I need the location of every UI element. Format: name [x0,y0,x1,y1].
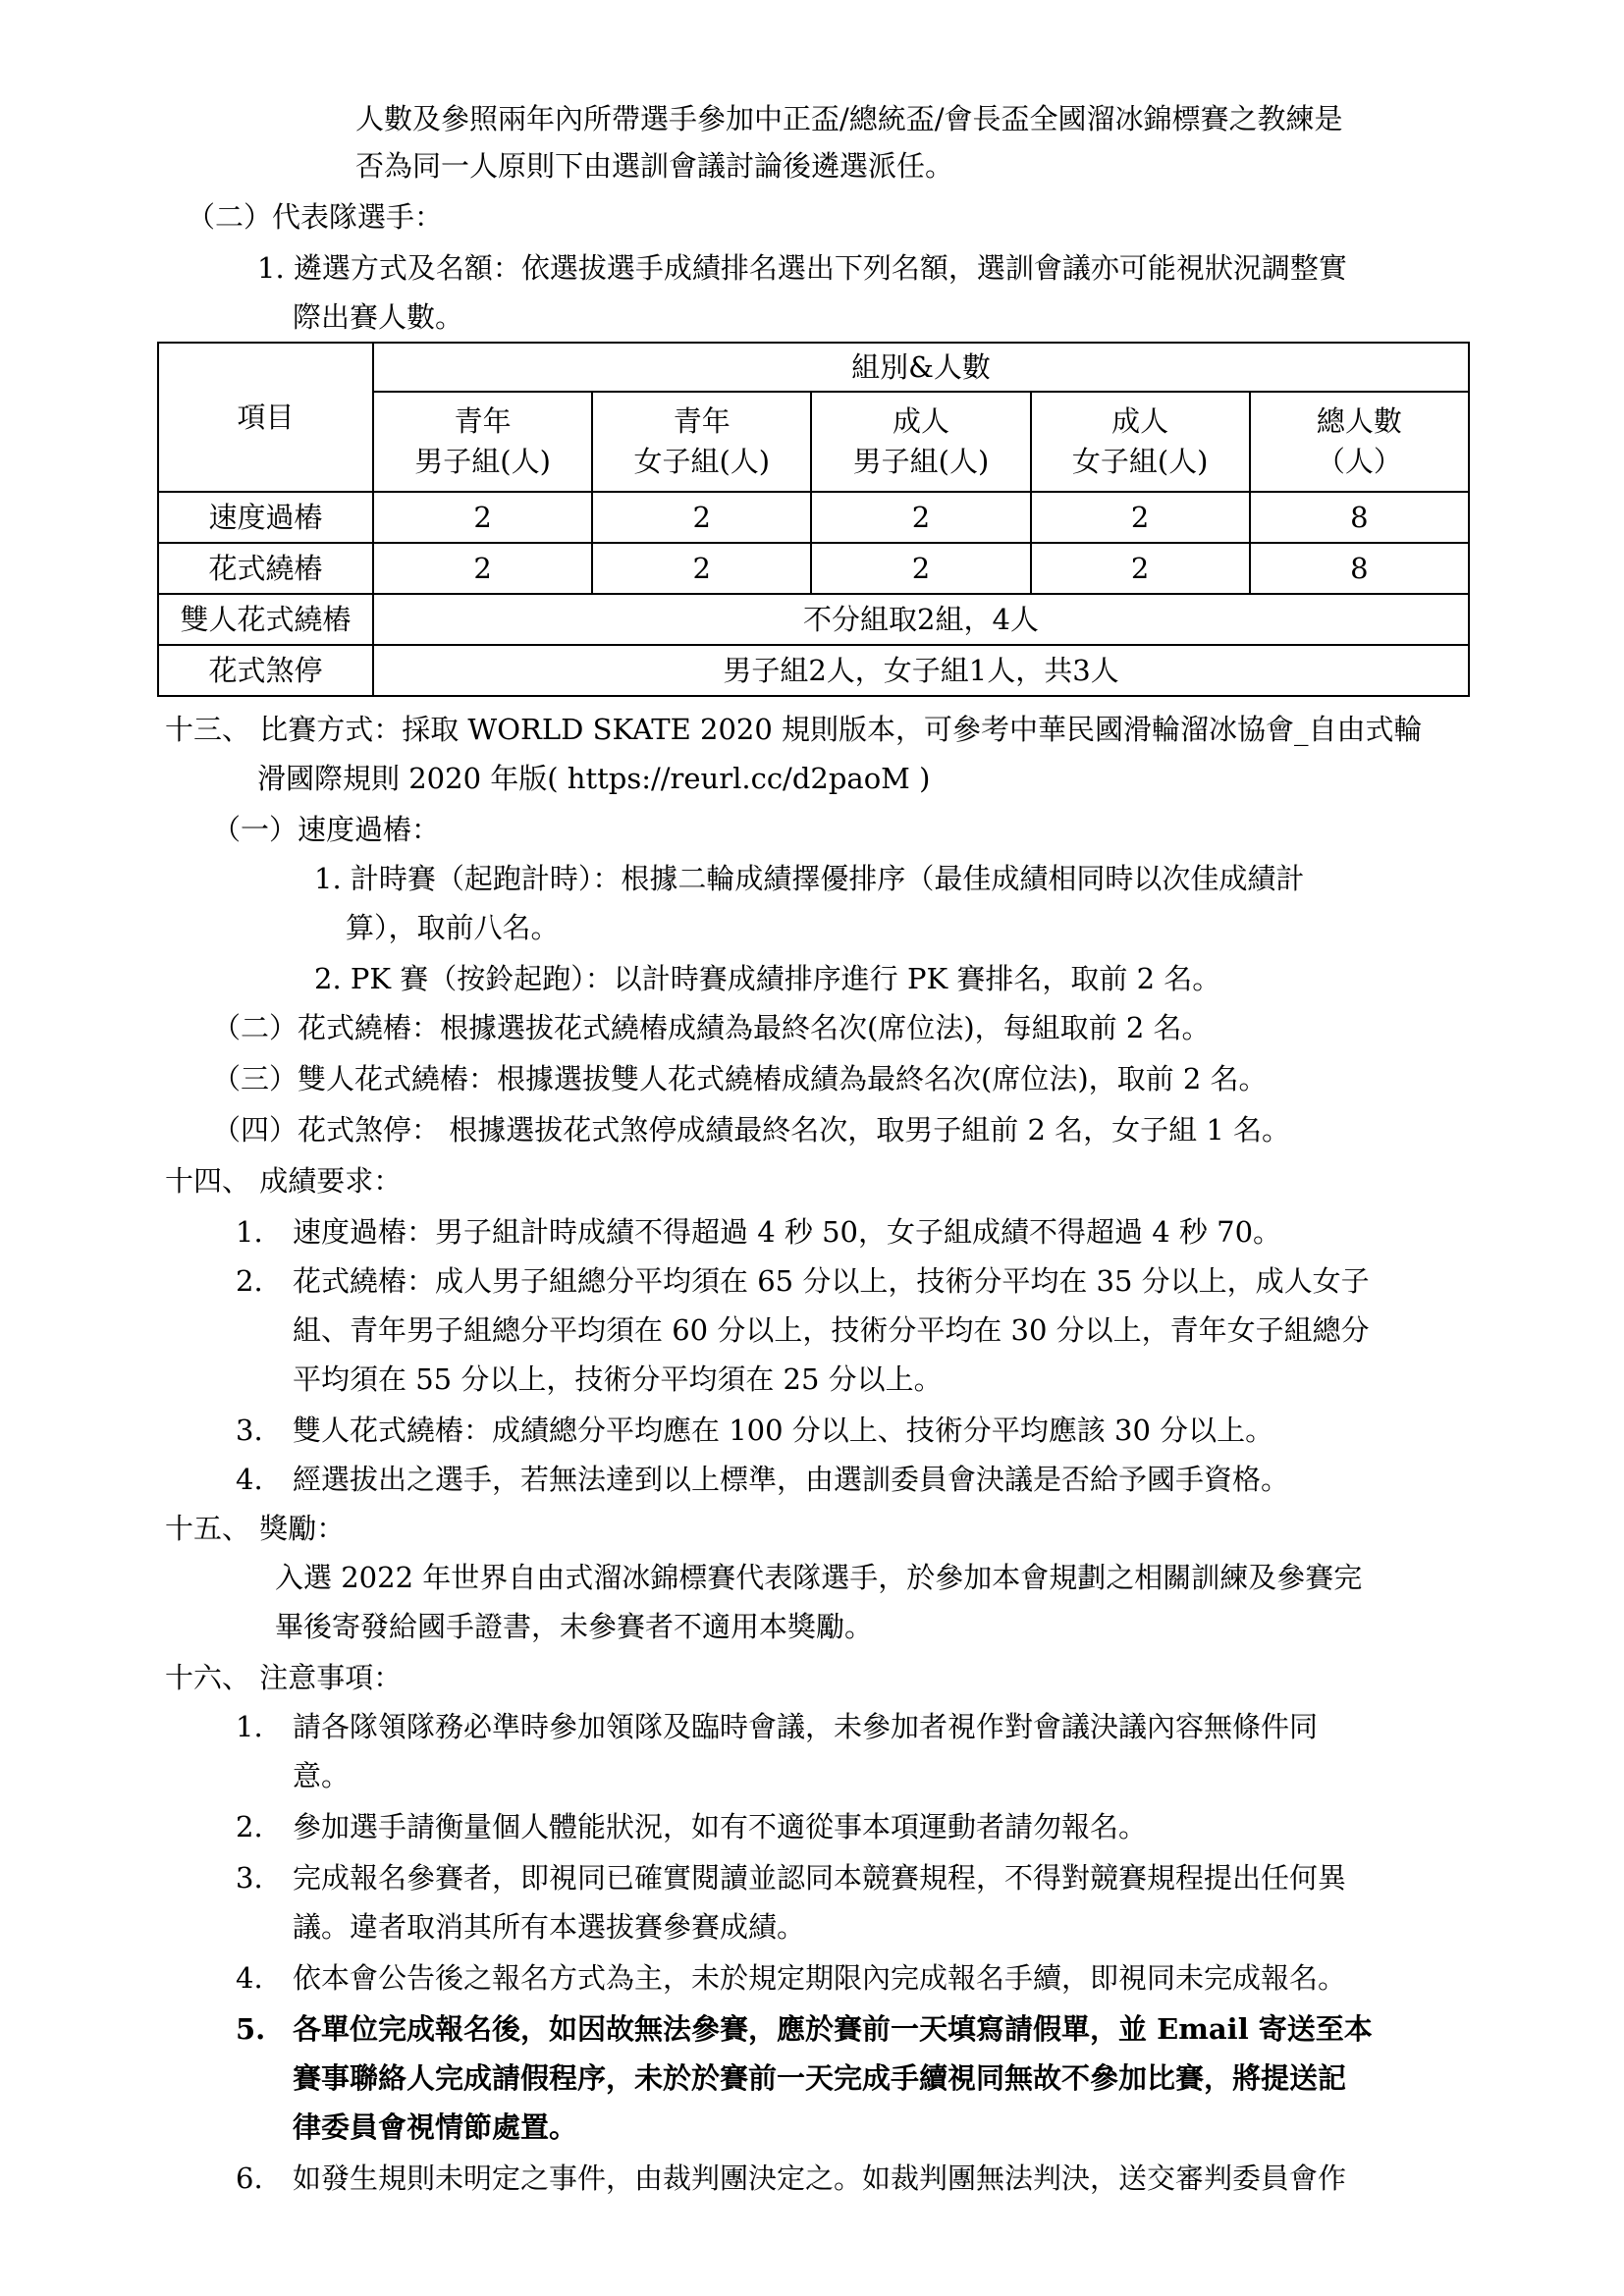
list-item-continuation: 組、青年男子組總分平均須在 60 分以上，技術分平均在 30 分以上，青年女子組總分 [293,1313,1370,1347]
list-item-continuation: 議。違者取消其所有本選拔賽參賽成績。 [293,1910,806,1944]
list-item-continuation: 意。 [293,1759,351,1792]
col-header-line1: 青年 [673,404,731,439]
col-header-line1: 總人數 [1316,404,1402,439]
table-cell: 2 [811,492,1030,543]
paragraph-line: 人數及參照兩年內所帶選手參加中正盃/總統盃/會長盃全國溜冰錦標賽之教練是 [355,102,1343,135]
table-cell: 2 [1031,543,1250,594]
section-heading: 十三、 比賽方式：採取 WORLD SKATE 2020 規則版本，可參考中華民國滑輪溜冰協會_自由式輪 [165,713,1423,746]
list-item-continuation: 算），取前八名。 [346,911,560,944]
list-item-emphasis: 各單位完成報名後，如因故無法參賽，應於賽前一天填寫請假單，並 Email 寄送至本 [293,2012,1373,2046]
col-header-line1: 成人 [892,404,949,439]
paragraph-line: 否為同一人原則下由選訓會議討論後遴選派任。 [355,149,954,183]
paragraph-line: 滑國際規則 2020 年版( https://reurl.cc/d2paoM ) [257,762,931,795]
table-col-header [592,392,811,492]
table-col-header [1031,392,1250,492]
row-label: 速度過樁 [158,492,373,543]
paragraph-line: 入選 2022 年世界自由式溜冰錦標賽代表隊選手，於參加本會規劃之相關訓練及參賽完 [275,1561,1363,1594]
col-header-line1: 成人 [1111,404,1169,439]
row-label: 花式煞停 [158,645,373,696]
table-cell: 2 [592,543,811,594]
list-number: 4. [236,1961,263,1995]
table-col-header [373,392,592,492]
subsection-item: （四）花式煞停： 根據選拔花式煞停成績最終名次，取男子組前 2 名，女子組 1 名。 [212,1113,1290,1147]
table-cell: 2 [592,492,811,543]
list-number: 4. [236,1463,263,1496]
subsection-item: （三）雙人花式繞樁：根據選拔雙人花式繞樁成績為最終名次(席位法)，取前 2 名。 [212,1062,1268,1095]
row-label: 雙人花式繞樁 [158,594,373,645]
list-number: 3. [236,1861,263,1895]
section-heading: 十五、 獎勵： [165,1512,346,1545]
subsection-heading: （一）速度過樁： [212,813,441,846]
row-label: 花式繞樁 [158,543,373,594]
table-row [158,645,1469,696]
section-heading: （二）代表隊選手： [187,200,444,234]
list-item: 1. 計時賽（起跑計時）：根據二輪成績擇優排序（最佳成績相同時以次佳成績計 [314,862,1305,895]
table-header-group: 組別&人數 [373,343,1469,392]
section-heading: 十六、 注意事項： [165,1661,403,1694]
list-item: 完成報名參賽者，即視同已確實閱讀並認同本競賽規程，不得對競賽規程提出任何異 [293,1861,1347,1895]
list-item-continuation: 平均須在 55 分以上，技術分平均須在 25 分以上。 [293,1362,943,1396]
table-cell: 2 [1031,492,1250,543]
section-heading: 十四、 成績要求： [165,1164,403,1198]
table-header-item: 項目 [158,343,373,492]
col-header-line2: （人） [1316,445,1402,478]
col-header-line2: 女子組(人) [633,445,771,478]
col-header-line1: 青年 [454,404,512,439]
table-cell: 2 [373,492,592,543]
list-item: 參加選手請衡量個人體能狀況，如有不適從事本項運動者請勿報名。 [293,1810,1148,1843]
list-number: 1. [236,1215,263,1249]
table-row [158,492,1469,543]
list-number: 6. [236,2162,263,2195]
list-item: 經選拔出之選手，若無法達到以上標準，由選訓委員會決議是否給予國手資格。 [293,1463,1290,1496]
quota-table [157,342,1470,697]
table-merged-cell: 男子組2人，女子組1人，共3人 [373,645,1469,696]
list-item: 1. 遴選方式及名額：依選拔選手成績排名選出下列名額，選訓會議亦可能視狀況調整實 [257,251,1347,285]
table-row [158,543,1469,594]
subsection-item: （二）花式繞樁：根據選拔花式繞樁成績為最終名次(席位法)，每組取前 2 名。 [212,1011,1211,1044]
table-cell: 2 [373,543,592,594]
table-col-header [1250,392,1469,492]
list-number: 2. [236,1810,263,1843]
list-item: 請各隊領隊務必準時參加領隊及臨時會議，未參加者視作對會議決議內容無條件同 [293,1710,1319,1743]
list-number: 2. [236,1264,263,1298]
table-row [158,594,1469,645]
list-item-emphasis: 律委員會視情節處置。 [293,2110,578,2144]
list-number: 1. [236,1710,263,1743]
paragraph-line: 畢後寄發給國手證書，未參賽者不適用本獎勵。 [275,1610,874,1643]
list-item: 如發生規則未明定之事件，由裁判團決定之。如裁判團無法判決，送交審判委員會作 [293,2162,1347,2195]
col-header-line2: 男子組(人) [414,445,551,478]
table-cell: 2 [811,543,1030,594]
list-item: 2. PK 賽（按鈴起跑）：以計時賽成績排序進行 PK 賽排名，取前 2 名。 [314,962,1221,995]
list-item: 速度過樁：男子組計時成績不得超過 4 秒 50，女子組成績不得超過 4 秒 70。 [293,1215,1282,1249]
list-item: 花式繞樁：成人男子組總分平均須在 65 分以上，技術分平均在 35 分以上，成人女子 [293,1264,1370,1298]
list-item: 雙人花式繞樁：成績總分平均應在 100 分以上、技術分平均應該 30 分以上。 [293,1414,1274,1447]
col-header-line2: 男子組(人) [852,445,990,478]
table-cell: 8 [1250,543,1469,594]
list-item-continuation: 際出賽人數。 [293,300,464,334]
table-merged-cell: 不分組取2組，4人 [373,594,1469,645]
list-number: 3. [236,1414,263,1447]
table-col-header [811,392,1030,492]
table-cell: 8 [1250,492,1469,543]
list-item-emphasis: 賽事聯絡人完成請假程序，未於於賽前一天完成手續視同無故不參加比賽，將提送記 [293,2061,1347,2095]
list-item: 依本會公告後之報名方式為主，未於規定期限內完成報名手續，即視同未完成報名。 [293,1961,1347,1995]
col-header-line2: 女子組(人) [1071,445,1209,478]
list-number: 5. [236,2012,266,2046]
